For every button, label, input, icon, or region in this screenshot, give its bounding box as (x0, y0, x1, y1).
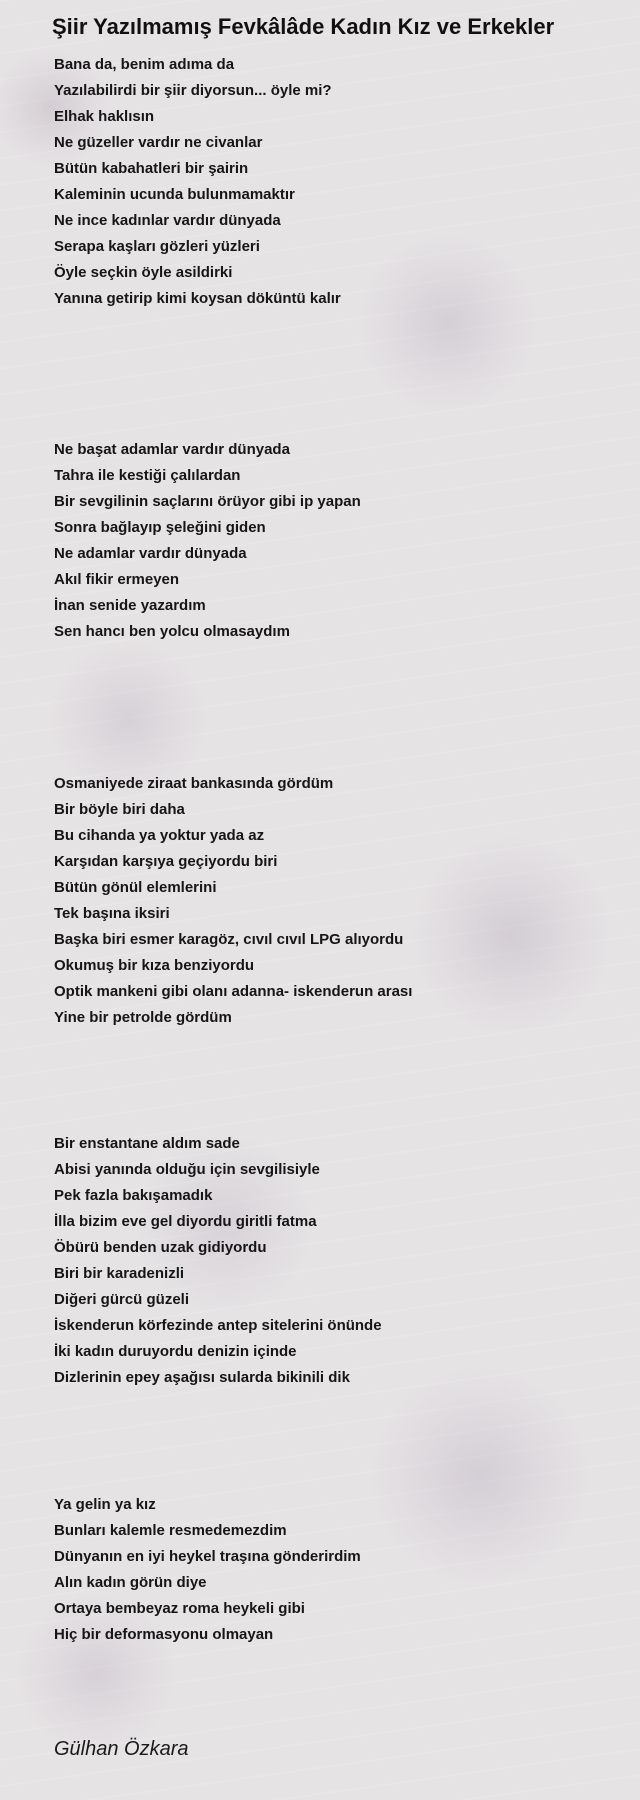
poem-line: Osmaniyede ziraat bankasında gördüm (54, 775, 334, 792)
poem-line: Yine bir petrolde gördüm (54, 1009, 232, 1026)
poem-title: Şiir Yazılmamış Fevkâlâde Kadın Kız ve Erkekler (52, 14, 555, 39)
poem-line: Hiç bir deformasyonu olmayan (54, 1626, 274, 1643)
poem-line: Dünyanın en iyi heykel traşına gönderirdim (54, 1548, 361, 1565)
poem-line: Bütün kabahatleri bir şairin (54, 160, 249, 177)
poem-line: Okumuş bir kıza benziyordu (54, 957, 255, 974)
poem-line: Akıl fikir ermeyen (54, 571, 180, 588)
poem-line: Biri bir karadenizli (54, 1265, 185, 1282)
poem-line: Diğeri gürcü güzeli (54, 1291, 190, 1308)
poem-line: Bana da, benim adıma da (54, 56, 235, 73)
stanza-1 (54, 52, 341, 312)
poem-line: Bu cihanda ya yoktur yada az (54, 827, 265, 844)
poem-line: Başka biri esmer karagöz, cıvıl cıvıl LPG alıyordu (54, 931, 404, 948)
poem-line: Kaleminin ucunda bulunmamaktır (54, 186, 295, 203)
poem-line: Bunları kalemle resmedemezdim (54, 1522, 287, 1539)
poem-line: Ne adamlar vardır dünyada (54, 545, 247, 562)
poem-line: Sen hancı ben yolcu olmasaydım (54, 623, 290, 640)
stanza-3 (54, 771, 412, 1031)
poem-line: Tahra ile kestiği çalılardan (54, 467, 241, 484)
poem-line: Yanına getirip kimi koysan döküntü kalır (54, 290, 341, 307)
poem-line: Tek başına iksiri (54, 905, 170, 922)
poem-line: Ne başat adamlar vardır dünyada (54, 441, 290, 458)
poem-line: Dizlerinin epey aşağısı sularda bikinili dik (54, 1369, 350, 1386)
poem-line: İki kadın duruyordu denizin içinde (54, 1343, 297, 1360)
author-signature: Gülhan Özkara (54, 1738, 189, 1760)
stanza-4 (54, 1131, 382, 1391)
poem-line: Abisi yanında olduğu için sevgilisiyle (54, 1161, 320, 1178)
poem-line: Ne güzeller vardır ne civanlar (54, 134, 263, 151)
poem-line: Serapa kaşları gözleri yüzleri (54, 238, 260, 255)
poem-line: Karşıdan karşıya geçiyordu biri (54, 853, 278, 870)
poem-line: Pek fazla bakışamadık (54, 1187, 213, 1204)
poem-line: Ne ince kadınlar vardır dünyada (54, 212, 281, 229)
poem-line: Yazılabilirdi bir şiir diyorsun... öyle mi? (54, 82, 332, 99)
poem-line: İskenderun körfezinde antep sitelerini önünde (54, 1317, 382, 1334)
stanza-2 (54, 437, 361, 645)
poem-line: Sonra bağlayıp şeleğini giden (54, 519, 266, 536)
stanza-5 (54, 1492, 361, 1648)
poem-line: Alın kadın görün diye (54, 1574, 207, 1591)
poem-line: Öbürü benden uzak gidiyordu (54, 1239, 267, 1256)
poem-line: Optik mankeni gibi olanı adanna- iskenderun arası (54, 983, 413, 1000)
poem-line: Bütün gönül elemlerini (54, 879, 217, 896)
poem-line: Bir enstantane aldım sade (54, 1135, 240, 1152)
poem-line: Elhak haklısın (54, 108, 155, 125)
poem-line: Ya gelin ya kız (54, 1496, 156, 1513)
poem-line: Ortaya bembeyaz roma heykeli gibi (54, 1600, 305, 1617)
poem-line: İlla bizim eve gel diyordu giritli fatma (54, 1213, 317, 1230)
poem-line: Öyle seçkin öyle asildirki (54, 264, 233, 281)
poem-line: Bir sevgilinin saçlarını örüyor gibi ip yapan (54, 493, 361, 510)
poem-line: Bir böyle biri daha (54, 801, 185, 818)
poem-line: İnan senide yazardım (54, 597, 206, 614)
